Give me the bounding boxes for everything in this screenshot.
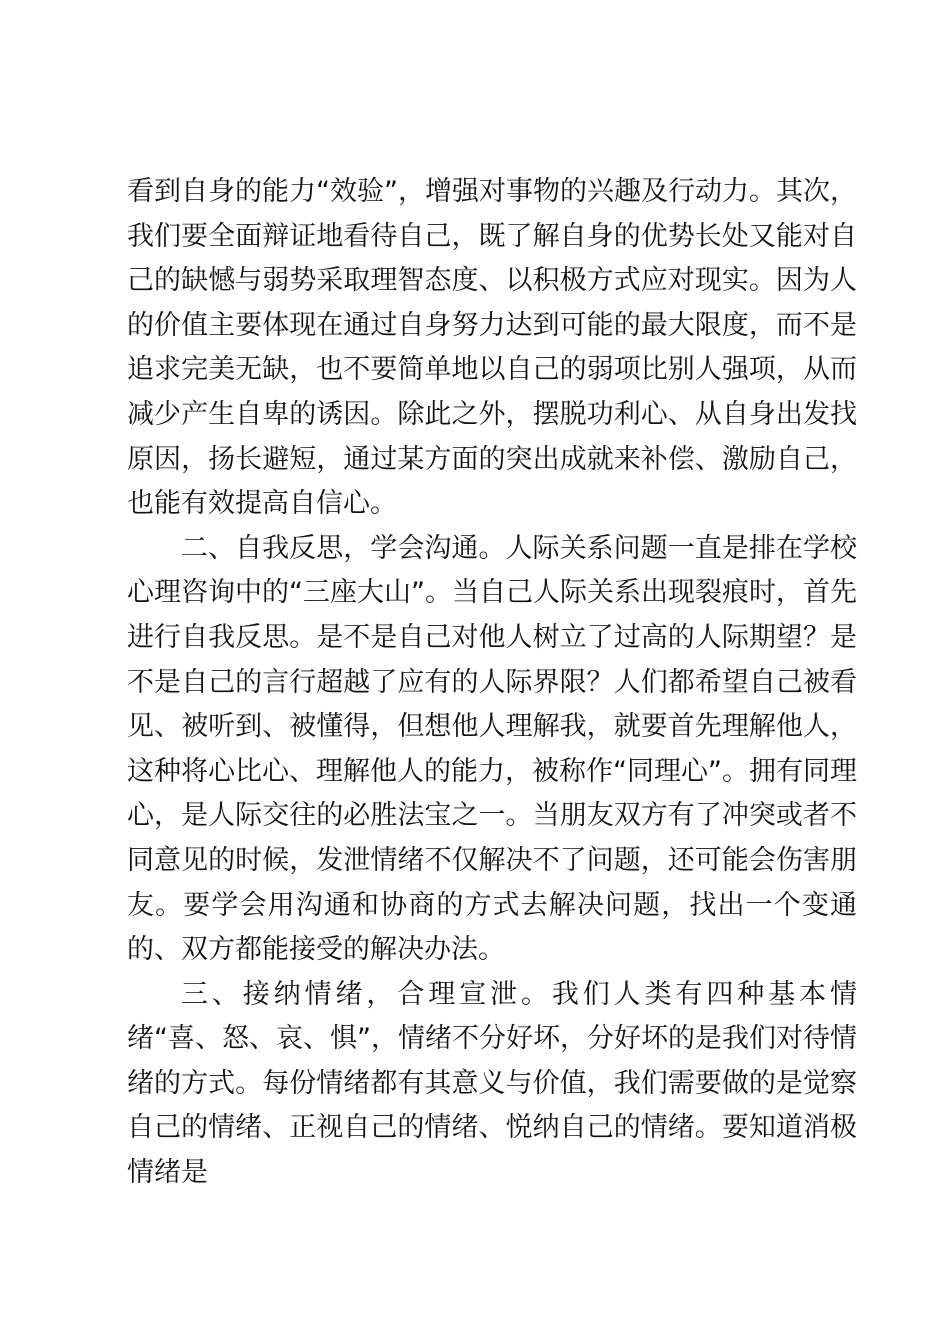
paragraph-continuation: 看到自身的能力“效验”，增强对事物的兴趣及行动力。其次，我们要全面辩证地看待自己，既了解自身的优势长处又能对自己的缺憾与弱势采取理智态度、以积极方式应对现实。因为人的价值主要体现在通过自身努力达到可能的最大限度，而不是追求完美无缺，也不要简单地以自己的弱项比别人强项，从而减少产生自卑的诱因。除此之外，摆脱功利心、从自身出发找原因，扬长避短，通过某方面的突出成就来补偿、激励自己，也能有效提高自信心。 bbox=[127, 176, 857, 520]
paragraph-emotions: 三、接纳情绪，合理宣泄。我们人类有四种基本情绪“喜、怒、哀、惧”，情绪不分好坏，分好坏的是我们对待情绪的方式。每份情绪都有其意义与价值，我们需要做的是觉察自己的情绪、正视自己的情绪、悦纳自己的情绪。要知道消极情绪是 bbox=[127, 978, 857, 1189]
paragraph-communication: 二、自我反思，学会沟通。人际关系问题一直是排在学校心理咨询中的“三座大山”。当自己人际关系出现裂痕时，首先进行自我反思。是不是自己对他人树立了过高的人际期望？是不是自己的言行超越了应有的人际界限？人们都希望自己被看见、被听到、被懂得，但想他人理解我，就要首先理解他人，这种将心比心、理解他人的能力，被称作“同理心”。拥有同理心，是人际交往的必胜法宝之一。当朋友双方有了冲突或者不同意见的时候，发泄情绪不仅解决不了问题，还可能会伤害朋友。要学会用沟通和协商的方式去解决问题，找出一个变通的、双方都能接受的解决办法。 bbox=[127, 532, 857, 966]
body-text bbox=[127, 170, 857, 1196]
